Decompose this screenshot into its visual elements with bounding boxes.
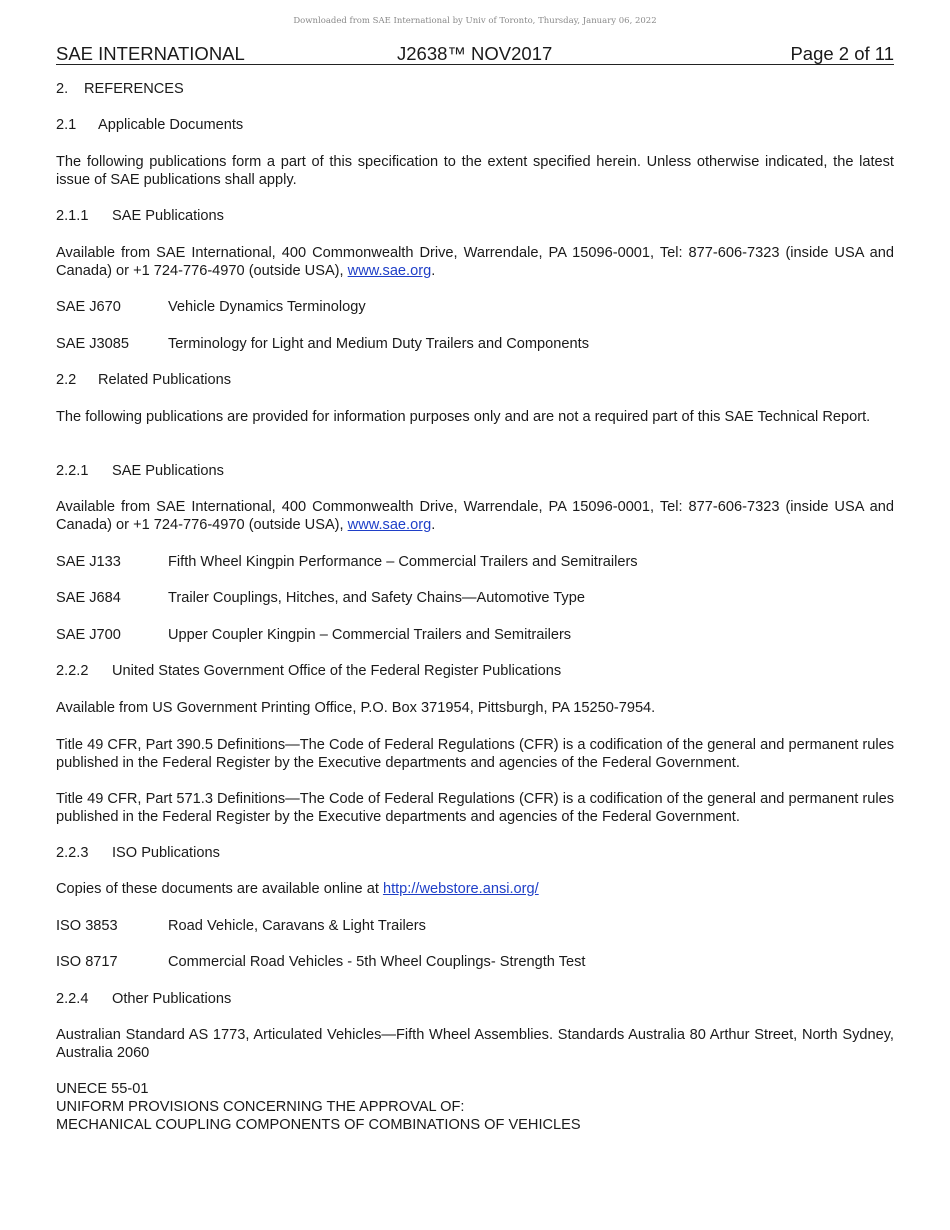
sae-website-link[interactable]: www.sae.org (347, 263, 432, 279)
reference-title: Trailer Couplings, Hitches, and Safety Chains—Automotive Type (168, 590, 585, 606)
reference-code: SAE J684 (56, 590, 121, 606)
availability-text: Available from SAE International, 400 Commonwealth Drive, Warrendale, PA 15096-0001, Tel: 877-606-7323 (inside USA and Canada) or +1 724-776-4970 (outside USA), (56, 499, 894, 533)
section-heading-iso-publications (56, 844, 894, 862)
paragraph-related-intro: The following publications are provided for information purposes only and are not a required part of this SAE Technical Report. (56, 409, 871, 425)
download-watermark: Downloaded from SAE International by Univ of Toronto, Thursday, January 06, 2022 (293, 16, 657, 26)
availability-end: . (431, 263, 436, 279)
section-title: Applicable Documents (98, 117, 244, 133)
reference-code: ISO 8717 (56, 954, 118, 970)
section-heading-related-publications (56, 371, 894, 389)
reference-title: Road Vehicle, Caravans & Light Trailers (168, 918, 426, 934)
reference-code: SAE J670 (56, 299, 121, 315)
unece-line: UNIFORM PROVISIONS CONCERNING THE APPROVAL OF: (56, 1099, 465, 1115)
section-number: 2. (56, 81, 69, 97)
header-document-id: J2638™ NOV2017 (397, 43, 553, 64)
reference-title: Commercial Road Vehicles - 5th Wheel Couplings- Strength Test (168, 954, 586, 970)
unece-reference (56, 1080, 894, 1134)
section-number: 2.2.2 (56, 663, 89, 679)
reference-title: Upper Coupler Kingpin – Commercial Trailers and Semitrailers (168, 627, 572, 643)
reference-title: Vehicle Dynamics Terminology (168, 299, 366, 315)
section-title: SAE Publications (112, 463, 224, 479)
availability-text: Available from SAE International, 400 Commonwealth Drive, Warrendale, PA 15096-0001, Tel: 877-606-7323 (inside USA and Canada) or +1 724-776-4970 (outside USA), (56, 245, 894, 279)
ansi-webstore-link[interactable]: http://webstore.ansi.org/ (382, 881, 539, 897)
availability-end: . (431, 517, 436, 533)
section-heading-applicable-documents (56, 116, 894, 134)
reference-title: Terminology for Light and Medium Duty Trailers and Components (168, 336, 589, 352)
section-title: ISO Publications (112, 845, 220, 861)
section-number: 2.2.3 (56, 845, 89, 861)
section-heading-other-publications (56, 990, 894, 1008)
availability-text: Copies of these documents are available online at (56, 881, 383, 897)
paragraph-cfr-571-3: Title 49 CFR, Part 571.3 Definitions—The Code of Federal Regulations (CFR) is a codification of the general and permanent rules published in the Federal Register by the Executive departments and agencies of the Federal Government. (56, 791, 894, 825)
unece-line: MECHANICAL COUPLING COMPONENTS OF COMBINATIONS OF VEHICLES (56, 1117, 581, 1133)
section-heading-references (56, 80, 894, 98)
section-title: SAE Publications (112, 208, 224, 224)
section-title: Related Publications (98, 372, 232, 388)
reference-code: ISO 3853 (56, 918, 118, 934)
page-header (56, 43, 894, 65)
section-number: 2.2.1 (56, 463, 89, 479)
section-number: 2.1 (56, 117, 77, 133)
section-heading-sae-publications (56, 207, 894, 225)
paragraph-sae-availability-related (56, 498, 894, 534)
section-number: 2.1.1 (56, 208, 89, 224)
header-organization: SAE INTERNATIONAL (56, 43, 245, 64)
reference-title: Fifth Wheel Kingpin Performance – Commercial Trailers and Semitrailers (168, 554, 638, 570)
paragraph-applicable-intro: The following publications form a part of this specification to the extent specified herein. Unless otherwise indicated, the latest issue of SAE publications shall apply. (56, 154, 894, 188)
section-title: United States Government Office of the Federal Register Publications (112, 663, 562, 679)
paragraph-sae-availability (56, 244, 894, 280)
section-number: 2.2.4 (56, 991, 89, 1007)
reference-code: SAE J133 (56, 554, 121, 570)
paragraph-cfr-390-5: Title 49 CFR, Part 390.5 Definitions—The Code of Federal Regulations (CFR) is a codification of the general and permanent rules published in the Federal Register by the Executive departments and agencies of the Federal Government. (56, 737, 894, 771)
header-page-number: Page 2 of 11 (790, 43, 894, 64)
section-title: REFERENCES (84, 81, 184, 97)
reference-code: SAE J3085 (56, 336, 130, 352)
section-title: Other Publications (112, 991, 232, 1007)
reference-code: SAE J700 (56, 627, 121, 643)
paragraph-iso-availability (56, 880, 894, 898)
section-heading-federal-register (56, 662, 894, 680)
unece-line: UNECE 55-01 (56, 1081, 149, 1097)
paragraph-australian-standard: Australian Standard AS 1773, Articulated Vehicles—Fifth Wheel Assemblies. Standards Australia 80 Arthur Street, North Sydney, Australia 2060 (56, 1027, 894, 1061)
section-heading-sae-publications-related (56, 462, 894, 480)
section-number: 2.2 (56, 372, 77, 388)
sae-website-link[interactable]: www.sae.org (347, 517, 432, 533)
paragraph-gpo-availability: Available from US Government Printing Office, P.O. Box 371954, Pittsburgh, PA 15250-7954. (56, 700, 656, 716)
